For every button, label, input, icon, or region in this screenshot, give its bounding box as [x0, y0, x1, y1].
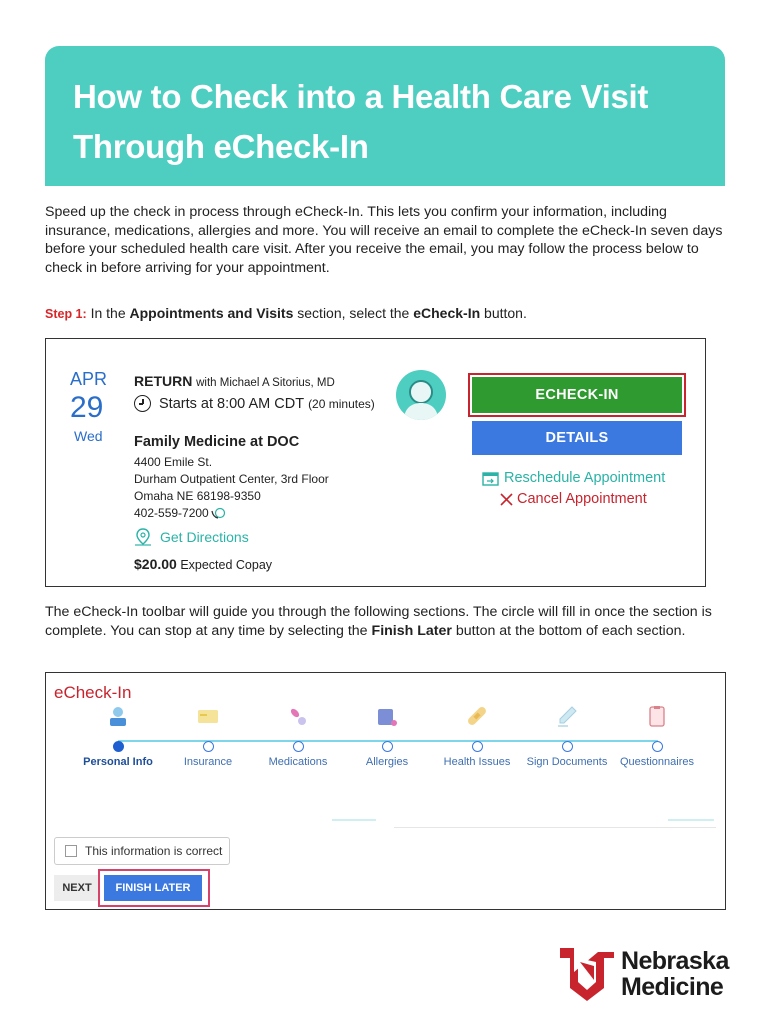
duration: (20 minutes) [308, 396, 375, 411]
appointment-card [45, 338, 706, 587]
address-line: 4400 Emile St. [134, 455, 213, 469]
step-status-dot [652, 741, 663, 752]
visit-type-label: RETURN [134, 373, 193, 389]
toolbar-description [45, 603, 725, 640]
visit-type [134, 373, 335, 389]
appointment-day: 29 [70, 391, 104, 424]
page-title: How to Check into a Health Care Visit Through eCheck-In [73, 78, 649, 165]
copay-amount: $20.00 [134, 556, 177, 572]
step-button-name: eCheck-In [413, 305, 481, 321]
details-button[interactable]: DETAILS [472, 421, 682, 455]
divider [668, 819, 714, 821]
step-section: Appointments and Visits [129, 305, 294, 321]
phone-icon [211, 507, 225, 519]
address-line: Durham Outpatient Center, 3rd Floor [134, 472, 329, 486]
step-status-dot [562, 741, 573, 752]
phone-text: 402-559-7200 [134, 506, 209, 520]
step-allergies[interactable] [342, 705, 432, 769]
step-medications[interactable] [253, 705, 343, 769]
finish-later-button[interactable]: FINISH LATER [104, 875, 202, 901]
title-banner [45, 46, 725, 186]
insurance-card-icon [197, 705, 219, 727]
confirm-checkbox[interactable] [54, 837, 230, 865]
step-1-instruction [45, 305, 527, 321]
step-text: section, select the [297, 305, 410, 321]
person-icon [396, 370, 446, 420]
bandage-icon [466, 705, 488, 727]
map-pin-icon [134, 528, 152, 546]
toolbar-title: eCheck-In [54, 683, 132, 702]
step-label: Step 1: [45, 307, 87, 321]
calendar-icon [482, 471, 499, 486]
provider-avatar [396, 370, 446, 420]
logo-wordmark [621, 948, 729, 1000]
paragraph-text: button at the bottom of each section. [455, 622, 686, 639]
logo-line-2: Medicine [621, 973, 724, 1001]
step-text: In the [90, 305, 126, 321]
clipboard-icon [646, 705, 668, 727]
step-label: Medications [268, 756, 328, 768]
nebraska-medicine-logo [558, 944, 738, 1004]
start-time [134, 395, 375, 412]
copay-label: Expected Copay [180, 558, 273, 572]
step-health-issues[interactable] [432, 705, 522, 769]
step-questionnaires[interactable] [612, 705, 702, 769]
paragraph-text: The eCheck-In toolbar will guide you through the following sections. The circle will fill in once the section is complete. You can stop at any time by selecting the [45, 604, 712, 639]
step-insurance[interactable] [163, 705, 253, 769]
address-line: Omaha NE 68198-9350 [134, 489, 261, 503]
logo-line-1: Nebraska [621, 947, 729, 975]
department-name: Family Medicine at DOC [134, 434, 300, 450]
step-status-dot [203, 741, 214, 752]
pen-icon [556, 705, 578, 727]
pills-icon [287, 705, 309, 727]
paragraph-bold: Finish Later [371, 622, 452, 639]
cancel-text: Cancel Appointment [517, 491, 647, 507]
divider [332, 819, 376, 821]
step-label: Health Issues [443, 756, 511, 768]
step-status-dot [293, 741, 304, 752]
step-status-dot [382, 741, 393, 752]
provider-name: with Michael A Sitorius, MD [196, 377, 335, 389]
echeckin-button[interactable]: ECHECK-IN [472, 377, 682, 413]
divider [394, 827, 716, 828]
cancel-link[interactable] [500, 491, 647, 507]
n-shield-logo-icon [558, 944, 616, 1002]
appointment-weekday: Wed [74, 428, 103, 444]
allergy-icon [376, 705, 398, 727]
start-time-text: Starts at 8:00 AM CDT [159, 395, 305, 412]
step-status-dot [113, 741, 124, 752]
intro-paragraph: Speed up the check in process through eCheck-In. This lets you confirm your information, including insurance, medications, allergies and more. You will receive an email to complete the eCheck-In seven days before your scheduled health care visit. After you receive the email, you may follow the process below to check in before arriving for your appointment. [45, 204, 723, 276]
clock-icon [134, 395, 151, 412]
checkbox-box[interactable] [65, 845, 77, 857]
step-sign-documents[interactable] [522, 705, 612, 769]
step-label: Sign Documents [526, 756, 608, 768]
step-label: Personal Info [83, 756, 153, 768]
step-label: Insurance [183, 756, 233, 768]
appointment-month: APR [70, 369, 108, 389]
reschedule-text: Reschedule Appointment [504, 470, 666, 486]
person-icon [107, 705, 129, 727]
get-directions-link[interactable] [134, 528, 249, 546]
step-personal-info[interactable] [73, 705, 163, 769]
checkbox-label: This information is correct [85, 844, 223, 858]
copay [134, 556, 272, 572]
close-icon [500, 493, 513, 506]
step-label: Questionnaires [620, 756, 694, 768]
reschedule-link[interactable] [482, 470, 665, 486]
step-text: button. [484, 305, 527, 321]
phone-number[interactable] [134, 506, 225, 520]
echeckin-toolbar [45, 672, 726, 910]
step-label: Allergies [365, 756, 409, 768]
next-button[interactable]: NEXT [54, 875, 100, 901]
step-status-dot [472, 741, 483, 752]
get-directions-text: Get Directions [160, 529, 249, 545]
